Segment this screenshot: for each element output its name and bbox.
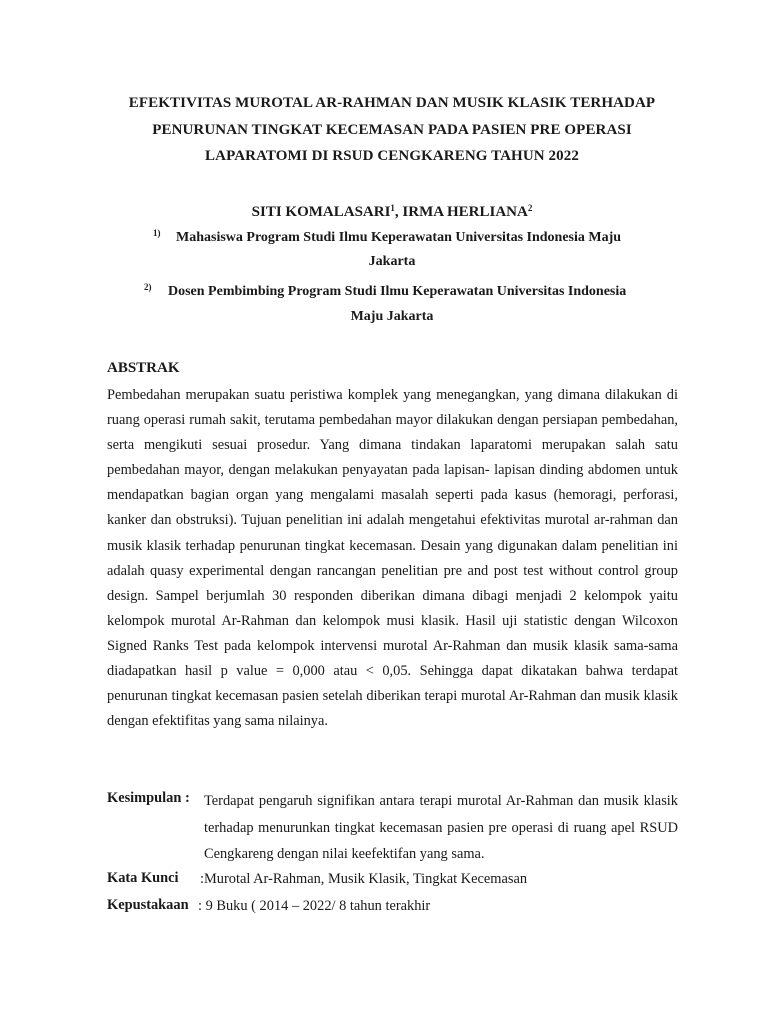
affiliation-1-line-2: Jakarta [368, 254, 416, 269]
abstract-heading: ABSTRAK [107, 360, 180, 376]
author-separator: , [394, 204, 403, 220]
author-1-name: SITI KOMALASARI [251, 204, 391, 220]
abstract-body: Pembedahan merupakan suatu peristiwa komplek yang menegangkan, yang dimana dilakukan di ruang operasi rumah sakit, terutama pembedahan mayor dilakukan dengan persiapan pembedahan, serta mengikuti sesuai prosedur. Yang dimana tindakan laparatomi merupakan salah satu pembedahan mayor, dengan melakukan penyayatan pada lapisan- lapisan dinding abdomen untuk mendapatkan bagian organ yang mengalami masalah seperti pada kasus (hemoragi, perforasi, kanker dan obstruksi). Tujuan penelitian ini adalah mengetahui efektivitas murotal ar-rahman dan musik klasik terhadap penurunan tingkat kecemasan. Desain yang digunakan dalam penelitian ini adalah quasy experimental dengan rancangan penelitian pre and post test without control group design. Sampel berjumlah 30 responden diberikan dimana dibagi menjadi 2 kelompok yaitu kelompok murotal Ar-Rahman dan kelompok musi klasik. Hasil uji statistic dengan Wilcoxon Signed Ranks Test pada kelompok intervensi murotal Ar-Rahman dan musik klasik sama-sama diadapatkan hasil p value = 0,000 atau < 0,05. Sehingga dapat dikatakan bahwa terdapat penurunan tingkat kecemasan pasien setelah diberikan terapi murotal Ar-Rahman dan musik klasik dengan efektifitas yang sama nilainya. [107, 387, 678, 730]
kepustakaan-label: Kepustakaan [107, 897, 189, 913]
title-line-2: PENURUNAN TINGKAT KECEMASAN PADA PASIEN PRE OPERASI [152, 121, 632, 138]
kata-kunci-label: Kata Kunci [107, 870, 179, 886]
kata-kunci-text: :Murotal Ar-Rahman, Musik Klasik, Tingkat Kecemasan [200, 871, 528, 887]
affiliation-2-line-1: Dosen Pembimbing Program Studi Ilmu Keperawatan Universitas Indonesia [168, 284, 627, 299]
title-line-3: LAPARATOMI DI RSUD CENGKARENG TAHUN 2022 [205, 148, 579, 164]
paper-title [100, 90, 684, 170]
author-2-superscript: 2 [527, 203, 533, 213]
author-1-superscript: 1 [390, 203, 395, 213]
title-line-1: EFEKTIVITAS MUROTAL AR-RAHMAN DAN MUSIK KLASIK TERHADAP [128, 95, 656, 111]
kesimpulan-text: Terdapat pengaruh signifikan antara terapi murotal Ar-Rahman dan musik klasik terhadap menurunkan tingkat kecemasan pasien pre operasi di ruang apel RSUD Cengkareng dengan nilai keefektifan yang sama. [204, 793, 678, 862]
kesimpulan-label: Kesimpulan : [107, 790, 190, 806]
affiliation-2-marker: 2) [144, 282, 152, 292]
author-2-name: IRMA HERLIANA [402, 204, 528, 220]
affiliation-2-line-2: Maju Jakarta [350, 309, 434, 324]
author-list [100, 197, 684, 223]
kepustakaan-text: : 9 Buku ( 2014 – 2022/ 8 tahun terakhir [198, 898, 431, 914]
affiliation-1-line-1: Mahasiswa Program Studi Ilmu Keperawatan Universitas Indonesia Maju [176, 230, 622, 245]
affiliation-1-marker: 1) [153, 228, 161, 238]
